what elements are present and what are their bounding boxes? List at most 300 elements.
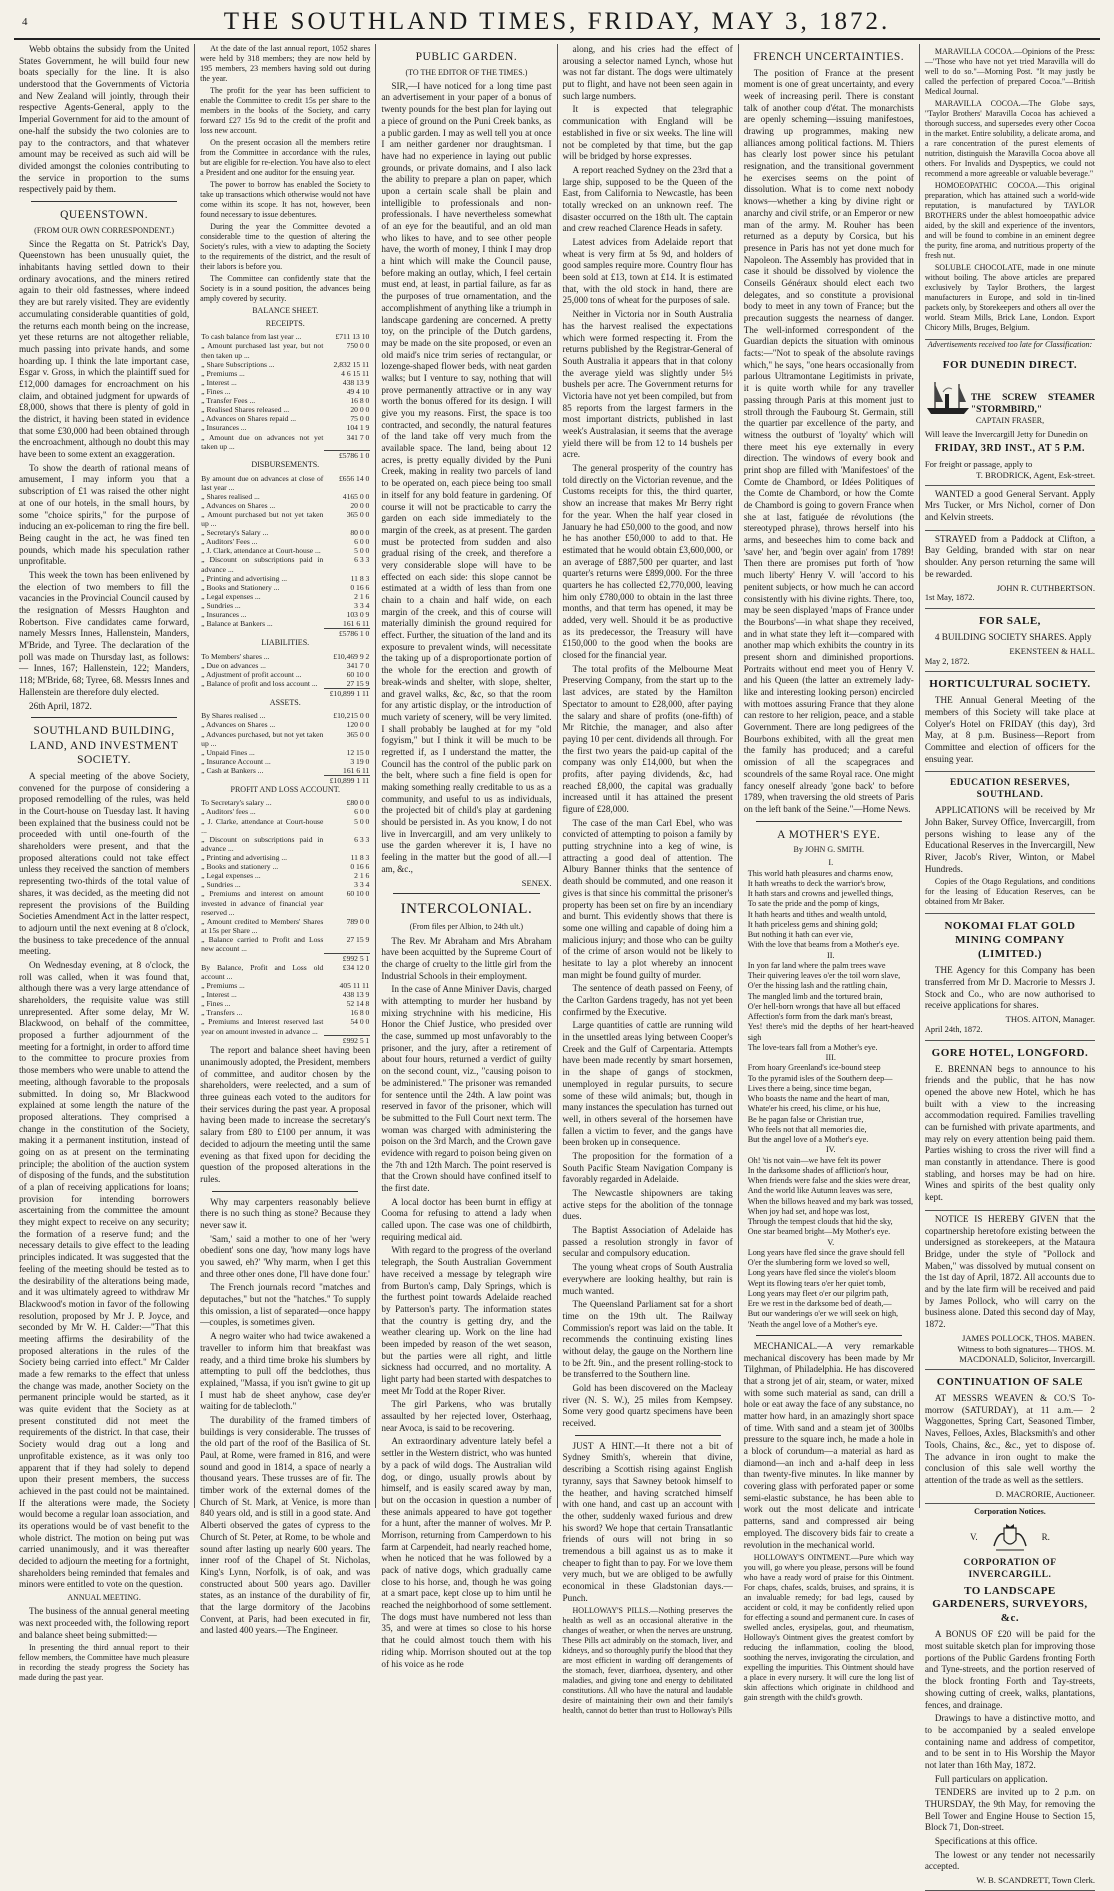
poem-line: And the world like Autumn leaves was sere, [747,1186,893,1196]
poem-line: One star beamed bright—My Mother's eye. [747,1227,891,1237]
queenstown-date: 26th April, 1872. [29,700,92,711]
row-label: „ Amount purchased last year, but not then taken up ... [201,341,324,360]
column-3 [376,44,557,1669]
table-row [200,378,370,387]
table-row [200,387,370,396]
total-amount: £992 5 1 [324,953,370,963]
row-label: „ Adjustment of profit account ... [201,669,302,679]
poem-line: In yon far land where the palm trees wave [747,960,886,970]
intercolonial-paragraph: The girl Parkens, who was brutally assaulted by her rejected lover, Osterhaag, near Avoca, is said to be recovering. [381,1399,552,1433]
receipts-table [200,332,370,460]
total-row [200,629,370,639]
total-spacer [200,451,324,461]
table-row [200,757,370,766]
education-heading: EDUCATION RESERVES, SOUTHLAND. [949,778,1070,801]
table-row [200,583,370,592]
french-uncertainties-paragraph: The position of France at the present moment is one of great uncertainty, and every week of increasing peril. There is constant talk of another coup d'état. The monarchists are openly scheming—issuing manifestoes, drawing up programmes, making new alliances among political factions. M. Thiers has clearly lost power since his petulant resignation, and the transitional government he exercises seems on the point of dissolution. What is to come next nobody knows—whether a king by divine right or anarchy and civil strife, or an Emperor or new man of the army. M. Rouher has been returned as a deputy by Corsica, but his presence in Paris has not yet done much for Napoleon. The Assembly has provided that in case it should be dissolved by violence the Conseils Généraux should elect each two delegates, and so constitute a provisional body to meet in any town of France; but the precaution suggests the nearness of danger. The well-informed correspondent of the Guardian depicts the situation with ominous facts:—"Not to speak of the absolute ravings which," he says, "one hears occasionally from parlous Ultramontane Legitimists in private, it is quite worth while for any traveller passing through Paris at this moment just to stroll through the Faubourg St. Germain, still the quartier par excellence of the party, and witness the outburst of 'loyalty' which will there meet his eye externally in every direction. The windows of every book and print shop are filled with 'Manifestoes' of the Comte de Chambord, or Idées Politiques of the Comte de Chambord, or how the Comte de Chambord is going to govern France when she at last, fatiguée de révolutions (the stereotyped phrase), throws herself into his arms, and beseeches him to come back and 'save' her, and 'begin over again' from 1789! Then there are promises put forth of 'how much liberty' Henry V. will 'accord to his penitent subjects, or how much he can accord consistently with his divine rights. There, too, may be seen displayed 'maps of France under the Bourbons'—in what shape they received, and in what state they left it—compared with another map which exhibits the country in its present shorn and diminished proportions. Portraits without end meet you of Henry V. and his Queen (the latter an extremely lady-like and interesting looking person) encircled with mottoes assuring France that they alone can restore to her religion, peace, and a stable Government. There are long pedigrees of the Bourbons exhibited, with all the great men the family has produced; and a careful omission of all the scapegraces and scoundrels of the same Royal race. One might fancy oneself already 'gone back' to before 1789, when traversing the old streets of Paris on the left bank of the Seine."—Home News. [743,67,914,814]
row-amount: 20 0 0 [350,405,370,415]
poem-line: It hath hearts and tithes and wealth untold, [747,909,887,919]
table-row [200,889,370,916]
letter-signature: SENEX. [521,877,552,888]
late-ads-heading: Advertisements received too late for Classification: [927,340,1093,349]
row-amount: 60 10 0 [346,889,370,899]
table-row [200,670,370,679]
nokomai-heading: NOKOMAI FLAT GOLD MINING COMPANY (LIMITED.) [944,920,1076,961]
row-amount: 438 13 9 [342,377,370,387]
total-amount: £5786 1 0 [324,451,370,461]
row-label: „ Premiums ... [201,368,245,378]
total-spacer [200,953,324,963]
corporation-heading: CORPORATION OF INVERCARGILL. [963,1557,1057,1580]
report-paragraph: The profit for the year has been sufficient to enable the Committee to credit 15s per share to the members in the books of the Society, and carry forward £27 15s 9d to the credit of the profit and loss new account. [200,86,371,135]
queenstown-subheading: (FROM OUR OWN CORRESPONDENT.) [34,225,175,235]
assets-heading: ASSETS. [269,698,301,708]
intercolonial-paragraph: The total profits of the Melbourne Meat Preserving Company, from the start up to the last advices, are stated by the Hamilton Spectator to amount to £28,000, after paying the salary and share of profits (one-fifth) of Mr Ritchie, the manager, and also after paying 10 per cent. dividends all through. For the first two years the paid-up capital of the company was only £14,000, but when the profits, after paying dividends, &c, had reached £8,000, the capital was gradually increased until it has attained the present figure of £28,000. [562,663,733,814]
intercolonial-paragraph: The case of the man Carl Ebel, who was convicted of attempting to poison a family by putting strychnine into a keg of wine, is attracting a good deal of attention. The Albury Banner thinks that the sentence of death should be commuted, and one reason it gives is that since his committal the prisoner's property has been set on fire by an incendiary and burnt. This evidently shows that there is some one willing and capable of doing him a malicious injury; and those who can be guilty of the crime of arson would not be likely to hesitate to lay a plot whereby an innocent man might be found guilty of murder. [562,817,733,980]
row-label: „ Auditors' Fees ... [201,537,258,547]
table-row [200,748,370,757]
row-label: To Members' shares ... [201,651,270,661]
table-row [200,414,370,423]
table-row [200,474,370,492]
row-label: „ Interest ... [201,990,237,1000]
stanza-number: I. [828,858,834,868]
poem-line: The mangled limb and the tortured brain, [747,991,883,1001]
total-row [200,776,370,786]
table-row [200,492,370,501]
divider [31,201,177,202]
row-label: „ Discount on subscriptions paid in advance ... [201,555,324,574]
poem-line: It hath stars and crowns and jewelled things, [747,889,894,899]
row-amount: 5 0 0 [354,546,370,556]
table-row [200,546,370,555]
table-row [200,880,370,889]
intercolonial-paragraph: It is expected that telegraphic communication with England will be established in five or six weeks. The line will not be completed by that time, but the gap will be bridged by horse expresses. [562,104,733,162]
notice-text: NOTICE IS HEREBY GIVEN that the copartnership heretofore existing between the undersigned as storekeepers, at the Mataura Bridge, under the style of "Pollock and Maben," was dissolved by mutual consent on the 1st day of April, 1872. All accounts due to and by the late firm will be received and paid by James Pollock, who will carry on the business alone. Dated this second day of May, 1872. [924,1213,1096,1330]
row-amount: 2 1 6 [354,871,370,881]
disbursements-heading: DISBURSEMENTS. [251,460,320,470]
nokomai-signature: THOS. AITON, Manager. [1005,1014,1096,1025]
poem-line: When joy had set, and hope was lost, [747,1206,870,1216]
row-amount: 16 8 0 [350,1008,370,1018]
intercolonial-paragraph: The sentence of death passed on Feeny, of the Carlton Gardens tragedy, has not yet been confirmed by the Executive. [562,983,733,1017]
poem-line: It hath wreaths to deck the warrior's brow, [747,878,886,888]
row-label: „ Balance at Bankers ... [201,619,273,629]
steamer-name: THE SCREW STEAMER "STORMBIRD," [970,393,1096,416]
row-label: „ Sundries ... [201,601,241,611]
continuation-sale-heading: CONTINUATION OF SALE [936,1376,1084,1389]
intercolonial-paragraph: In the case of Anne Miniver Davis, charged with attempting to murder her husband by mixing strychnine with his medicine, His Honor the Chief Justice, who presided over the case, summed up most unfavorably to the prisoner, and the jury, after a retirement of about four hours, returned a verdict of guilty on the second count, viz., "causing poison to be administered." The prisoner was remanded for sentence until the 24th. A law point was reserved in favor of the prisoner, which will be submitted to the Full Court next term. The woman was charged with administering the poison on the 3rd March, and the Crown gave evidence with regard to poison being given on the 7th and 12th March. The point reserved is that the Crown should have confined itself to the first date. [381,984,552,1194]
dunedin-signature: T. BRODRICK, Agent, Esk-street. [976,469,1096,480]
row-amount: 6 0 0 [354,537,370,547]
row-amount: £10,215 0 0 [333,711,370,721]
row-amount: 104 1 9 [346,423,370,433]
row-amount: 0 16 6 [350,582,370,592]
row-amount: 4165 0 0 [342,491,370,501]
strayed-text: STRAYED from a Paddock at Clifton, a Bay Gelding, branded with star on near shoulder. Any person returning the same will be rewarded. [924,533,1096,579]
row-amount: £80 0 0 [346,798,370,808]
masthead [14,6,1100,40]
divider [393,893,539,894]
row-amount: 789 0 0 [346,916,370,926]
poem-author: By JOHN G. SMITH. [793,845,864,855]
nokomai-text: THE Agency for this Company has been transferred from Mr D. Macrorie to Messrs J. Stock and Co., who are now authorised to receive applications for shares. [924,965,1096,1011]
row-label: „ Amount credited to Members' Shares at 15s per Share ... [201,916,324,935]
row-label: „ Insurances ... [201,423,247,433]
stanza-number: II. [827,950,835,960]
total-row [200,689,370,699]
row-label: „ Books and stationery ... [201,862,279,872]
table-row [200,619,370,629]
poem-line: To sate the pride and the pomp of kings, [747,899,880,909]
row-amount: 27 15 9 [346,678,370,688]
row-amount: 49 4 10 [346,386,370,396]
misc-paragraph: A negro waiter who had twice awakened a traveller to inform him that breakfast was ready, and a third time broke his slumbers by attempting to pull off the bedclothes, thus explained, "Massa, if you isn't gwine to git up I must hab de sheet anyhow, case dey'er waiting for de tablecloth." [200,1331,371,1412]
table-row [200,730,370,748]
row-label: By Balance, Profit and Loss old account ... [201,962,324,981]
intercolonial-paragraph: The Newcastle shipowners are taking active steps for the abolition of the tonnage dues. [562,1188,733,1222]
horticultural-text: THE Annual General Meeting of the members of this Society will take place at Colyer's Hotel on FRIDAY (this day), 3rd May, at 8 p.m. Business—Report from Committee and election of officers for the ensuing year. [924,695,1096,764]
table-row [200,601,370,610]
intercolonial-paragraph: An extraordinary adventure lately befel a settler in the Western district, who was hunted by a pack of wild dogs. The Australian wild dog, or dingo, usually prowls about by himself, and is easily scared away by man, but on the occasion in question a number of these animals appeared to have got together for a hunt, after the manner of wolves. Mr P. Morrison, returning from Camperdown to his farm at Carpendeit, had nearly reached home, when he noticed that he was followed by a pack of native dogs, which gradually came close to his horse, and, though he was going at a smart pace, kept close up to him until he reached the neighborhood of some settlement. The dogs must have numbered not less than 35, and were at times so close to his horse that he could almost touch them with his riding whip. Morrison shouted out at the top of his voice as he rode [381,1436,552,1669]
row-label: „ Books and Stationery ... [201,582,280,592]
poem-line: It hath priceless gems and shining gold; [747,919,878,929]
cocoa-ads [925,44,1095,340]
queenstown-paragraph: This week the town has been enlivened by the election of two members to fill the vacancies in the Provincial Council caused by the resignation of Messrs Haughton and Robertson. Five candidates came forward, namely Messrs Innes, Hallenstein, Manders, M'Bride, and Tyree. The declaration of the poll was made on Thursday last, as follows:— Innes, 167; Hallenstein, 122; Manders, 118; M'Bride, 68; Tyree, 68. Messrs Innes and Hallenstein are therefore duly elected. [19,569,190,697]
table-row [200,574,370,583]
intercolonial-subheading: (From files per Albion, to 24th ult.) [409,922,524,932]
cocoa-ad: SOLUBLE CHOCOLATE, made in one minute without boiling. The above articles are prepared exclusively by Taylor Brothers, the largest manufacturers in Europe, and sold in tin-lined packets only, by Storekeepers and others all over the world. Steam Mills, Brick Lane, London. Export Chicory Mills, Bruges, Belgium. [924,263,1096,332]
poem-line: Who feels not that all memories die, [747,1124,867,1134]
cocoa-ad: MARAVILLA COCOA.—The Globe says, "Taylor Brothers' Maravilla Cocoa has achieved a thorough success, and supersedes every other Cocoa in the market. Entire solubility, a delicate aroma, and a rare concentration of the purest elements of nutrition, distinguish the Maravilla Cocoa above all others. For Invalids and Dyspeptics, we could not recommend a more agreeable or valuable beverage." [924,99,1096,178]
for-sale-date: May 2, 1872. [924,656,970,666]
table-row [200,981,370,990]
total-amount: £10,899 1 11 [324,689,370,699]
poem-line: Be he pagan false or Christian true, [747,1114,864,1124]
table-row [200,817,370,835]
nokomai-date: April 24th, 1872. [924,1024,983,1034]
row-amount: 6 0 0 [354,807,370,817]
divider [756,821,902,822]
row-label: „ J. Clark, attendance at Court-house ... [201,546,321,556]
poem-line: Affection's form from the dark man's breast, [747,1012,893,1022]
poem-line: The love-tears fall from a Mother's eye. [747,1042,878,1052]
just-a-hint-paragraph: JUST A HINT.—It there not a bit of Sydney Smith's, wherein that divine, describing a Scottish rising against English tyranny, says that Sawney betook himself to the heather, and having scratched himself with one hand, and cast up an account with the other, suddenly waxed furious and drew his sword? We hope that certain Transatlantic friends of ours will not bring in so tremendous a bill against us as to make it cheaper to fight than to pay. For we love them very much, but we are obliged to be awfully economical in these Gladstonian days.—Punch. [562,1440,733,1603]
gore-hotel-text: E. BRENNAN begs to announce to his friends and the public, that he has now opened the above new Hotel, which he has built with a view to the increasing accommodation required. Families travelling can be furnished with private apartments, and may rely on every attention being paid them. Parties wishing to cross the river will find a man constantly in attendance. There is good stabling, and horses may be had on hire. Wines and spirits of the best quality only kept. [924,1063,1096,1203]
poem-line: O'er the slumbering form we loved so well, [747,1258,890,1268]
horticultural-heading: HORTICULTURAL SOCIETY. [929,678,1091,691]
divider [575,1435,721,1436]
for-sale-heading: FOR SALE, [978,615,1041,628]
row-label: „ J. Clarke, attendance at Court-house ... [201,816,324,835]
corporation-subheading: TO LANDSCAPE GARDENERS, SURVEYORS, &c. [932,1584,1088,1625]
misc-paragraph: 'Sam,' said a mother to one of her 'wery obedient' sons one day, 'how many logs have you sawed, eh?' 'Why marm, when I get this and three other ones done, I'll have done four.' [200,1233,371,1279]
for-sale-ad [925,609,1095,672]
report-paragraph: During the year the Committee devoted a considerable time to the question of altering the Society's rules, with a view to adapting the Society to the requirements of the district, and the result of their labors is before you. [200,222,371,271]
divider [31,717,177,718]
poem-line: Ere we rest in the darksome bed of death,— [747,1299,892,1309]
queenstown-paragraph: Since the Regatta on St. Patrick's Day, Queenstown has been unusually quiet, the inhabitants having settled down to their ordinary avocations, and the miners retired again to their old fastnesses, where indeed they are but rarely visited. They are evidently accumulating considerable quantities of gold, the returns each month being on the increase, yet these returns are not altogether reliable, much passing into private hands, and some hoarding up. I think the late important case, Esgar v. Gross, in which the plaintiff sued for £12,000 damages for encroachment on his claim, and obtained judgment for upwards of £8,000, shows that there is plenty of gold in the district, it having been stated in evidence that some £30,000 had been obtained through the encroachment, although no doubt this may have been to some extent an exaggeration. [19,238,190,460]
row-amount: £656 14 0 [338,473,370,483]
report-paragraph: On the present occasion all the members retire from the Committee in accordance with the rules, but are eligible for re-election. You have also to elect a President and one auditor for the ensuing year. [200,138,371,177]
crest-letter-r: R. [1041,1531,1050,1542]
dunedin-heading: FOR DUNEDIN DIRECT. [942,359,1078,372]
report-paragraph: The Committee can confidently state that the Society is in a sound position, the advances being amply covered by security. [200,274,371,303]
table-row [200,528,370,537]
table-row [200,360,370,369]
french-uncertainties-heading: FRENCH UNCERTAINTIES. [753,51,905,63]
closing-paragraph: The report and balance sheet having been unanimously adopted, the President, members of committee, and auditor chosen by the shareholders, were reelected, and a sum of three guineas each voted to the auditors for their services during the past year. A proposal having been made to increase the secretary's salary from £80 to £100 per annum, it was decided to adjourn the meeting until the same evening as that fixed upon for deciding the question of the proposed alterations in the rules. [200,1045,371,1184]
row-amount: 3 3 4 [354,601,370,611]
misc-paragraph: The durability of the framed timbers of buildings is very considerable. The trusses of the old part of the roof of the Basilica of St. Paul, at Rome, were framed in 816, and were sound and good in 1814, a space of nearly a thousand years. These trusses are of fir. The timber work of the external domes of the Church of St. Mark, at Venice, is more than 840 years old, and is still in a good state. And Alberti observed the gates of cypress to the Church of St. Peter, at Rome, to be whole and sound after lasting up nearly 600 years. The inner roof of the Chapel of St. Nicholas, King's Lynn, Norfolk, is of oak, and was constructed about 500 years ago. Daviller states, as an instance of the durability of fir, that the large dormitory of the Jacobins Convent, at Paris, had been executed in fir, and lasted 400 years.—The Engineer. [200,1414,371,1636]
columns [14,44,1100,1886]
intercolonial-paragraph: The Queensland Parliament sat for a short time on the 19th ult. The Railway Commission's report was laid on the table. It recommends the continuing existing lines without delay, the gauge on the Northern line to be 2ft. 9in., and the present rolling-stock to be transferred to the Southern line. [562,1299,733,1380]
table-row [200,807,370,816]
corporation-paragraph: TENDERS are invited up to 2 p.m. on THURSDAY, the 9th May, for removing the Bell Tower and Engine House to Section 15, Block 71, Don-street. [924,1787,1096,1833]
row-amount: 75 0 0 [350,414,370,424]
row-amount: 6 3 3 [354,834,370,844]
poem-line: Long years may fleet o'er our pilgrim path, [747,1288,889,1298]
poem-line: From hoary Greenland's ice-bound steep [747,1063,881,1073]
intercolonial-paragraph: The Rev. Mr Abraham and Mrs Abraham have been acquitted by the Supreme Court of the charge of cruelty to the little girl from the Industrial Schools in their employment. [381,935,552,981]
table-row [200,711,370,720]
corporation-paragraph: A BONUS OF £20 will be paid for the most suitable sketch plan for improving those portions of the Public Gardens fronting Forth and Tyne-streets, and the portion reserved of the block fronting Forth and Tay-streets, showing cutting of creek, walks, plantations, fences, and drainage. [924,1629,1096,1710]
poem-line: O'er hell-born wrongs that have all but effaced [747,1001,901,1011]
page-number: 4 [22,16,28,28]
intercolonial-paragraph: Latest advices from Adelaide report that wheat is very firm at 5s 9d, and holders of good samples require more. Country flour has been sold at £13, town at £14. It is estimated that, with the old stock in hand, there are 25,000 tons of wheat for the purposes of sale. [562,237,733,306]
corporation-paragraph: The lowest or any tender not necessarily accepted. [924,1849,1096,1872]
row-amount: 0 16 6 [350,862,370,872]
poem-line: In the darksome shades of affliction's hour, [747,1165,889,1175]
row-amount: 60 10 0 [346,669,370,679]
building-society-paragraph: A special meeting of the above Society, convened for the purpose of considering a proposed remodelling of the rules, was held in the Court-house on Tuesday last. It having been explained that the business could not be proceeded with until one-fourth of the shareholders were present, and that the proposed alterations could not take effect unless they received the sanction of members representing two-thirds of the total value of shares, it was decided, as the meeting did not represent the provisions of the Building Societies Amendment Act in the latter respect, to adjourn until the next evening at 8 o'clock, the business to take precedence of the annual meeting. [19,770,190,957]
row-label: „ Printing and advertising ... [201,853,288,863]
table-row [200,963,370,981]
row-amount: 11 8 3 [350,573,370,583]
poem-line: Oh! 'tis not vain—we have felt its power [747,1155,881,1165]
queenstown-paragraph: To show the dearth of rational means of amusement, I may inform you that a subscription of £1 was raised the other night at one of our hotels, in the small hours, by some "choice spirits," for the purpose of inducing an ex-policeman to ring the fire bell. Being caught in the act, he was fined ten pounds, which made his speculation rather unprofitable. [19,462,190,567]
stanza-number: IV. [825,1145,836,1155]
row-label: „ Unpaid Fines ... [201,747,255,757]
column-1 [14,44,195,1683]
corporation-paragraph: Drawings to have a distinctive motto, and to be accompanied by a sealed envelope containing name and address of competitor, and to be sent in to His Worship the Mayor not later than 16th May, 1872. [924,1713,1096,1770]
poem-line: Their quivering leaves o'er the toil worn slave, [747,971,901,981]
table-row [200,1008,370,1017]
row-label: „ Transfer Fees ... [201,396,256,406]
table-row [200,835,370,853]
row-label: „ Share Subscriptions ... [201,359,275,369]
row-amount: 20 0 0 [350,500,370,510]
dunedin-apply: For freight or passage, apply to [924,458,1033,469]
row-label: „ Balance of profit and loss account ... [201,678,318,688]
table-row [200,396,370,405]
holloway-pills-ad: HOLLOWAY'S PILLS.—Nothing preserves the health as well as an occasional alterative in the changes of weather, or when the nerves are unstrung. These Pills act admirably on the stomach, liver, and kidneys, and so thoroughly purify the blood that they are most efficient in warding off derangements of the stomach, fever, diarrhoea, dysentery, and other maladies, and giving tone and energy to debilitated constitutions. All who have the natural and laudable desire of maintaining their own and their family's health, cannot do better than trust to Holloway's Pills [562,1606,733,1716]
table-row [200,592,370,601]
ship-illustration [925,376,1095,416]
notice-ad [925,1211,1095,1370]
row-amount: 2,832 15 11 [333,359,370,369]
strayed-ad [925,531,1095,609]
row-amount: 2 1 6 [354,591,370,601]
row-label: „ Shares realised ... [201,491,260,501]
balance-sheet-heading: BALANCE SHEET. [252,306,319,315]
corporation-paragraph: Specifications at this office. [934,1836,1038,1847]
corporation-notices [925,1504,1095,1891]
table-row [200,341,370,359]
continuation-sale-text: AT MESSRS WEAVEN & CO.'S To-morrow (SATURDAY), at 11 a.m.— 2 Waggonettes, Spring Cart, Seasoned Timber, Naves, Felloes, Axles, Blacksmith's and other Tools, Chains, &c., &c., yet to dispose of. The advance in iron ought to make the conclusion of this sale well worthy the attention of the trade as well as the settlers. [924,1393,1096,1485]
liabilities-table [200,652,370,699]
intercolonial-paragraph: Large quantities of cattle are running wild in the unsettled areas lying between Cooper's Creek and the Gulf of Carpentaria. Attempts have been made recently by smart horsemen, in the shape of gangs of stockmen, unemployed in regular pursuits, to secure some of these wild animals; but, though in many instances the speculation has turned out well, in others several of the horsemen have fallen a victim to fever, and the gangs have been broken up in consequence. [562,1020,733,1148]
masthead-title: THE SOUTHLAND TIMES, FRIDAY, MAY 3, 1872. [223,8,891,35]
public-garden-heading: PUBLIC GARDEN. [415,51,518,63]
mechanical-paragraph: MECHANICAL.—A very remarkable mechanical discovery has been made by Mr Tilghman, of Philadelphia. He has discovered that a strong jet of air, steam, or water, mixed with some such material as sand, can drill a hole or eat away the face of any substance, no matter how hard, in an amazingly short space of time. With sand and a steam jet of 300lbs pressure to the square inch, he made a hole in a block of corundum—a material as hard as diamond—an inch and a-half deep in less than twenty-five minutes. In like manner by covering glass with perforated paper or some semi-elastic substance, he has been able to work out the most delicate and intricate patterns, sand and compressed air being employed. The discovery bids fair to create a revolution in the mechanical world. [743,1340,914,1550]
total-spacer [200,1036,324,1046]
row-amount: 341 7 0 [346,660,370,670]
receipts-heading: RECEIPTS. [265,319,305,329]
row-label: „ Cash at Bankers ... [201,765,264,775]
intercolonial-paragraph: The Baptist Association of Adelaide has passed a resolution strongly in favor of secular and compulsory education. [562,1225,733,1259]
total-spacer [200,689,324,699]
poem-line: Long years have fled since the violet's bloom [747,1268,896,1278]
row-amount: 3 3 4 [354,880,370,890]
table-row [200,720,370,729]
row-label: „ Realised Shares released ... [201,405,290,415]
crest-letter-v: V. [970,1531,978,1542]
row-label: „ Amount due on advances not yet taken up ... [201,432,324,451]
public-garden-subheading: (TO THE EDITOR OF THE TIMES.) [405,67,528,77]
poem-line: With the love that beams from a Mother's eye. [747,940,900,950]
row-amount: 5 0 0 [354,816,370,826]
wanted-ad [925,486,1095,531]
row-amount: 750 0 0 [346,341,370,351]
stanza-number: III. [825,1053,836,1063]
total-amount: £992 5 1 [324,1036,370,1046]
cocoa-ad: HOMOEOPATHIC COCOA.—This original preparation, which has attained such a world-wide reputation, is manufactured by TAYLOR BROTHERS under the ablest homoeopathic advice aided, by the skill and experience of the inventors, and will be found to combine in an eminent degree the purity, fine aroma, and nutritious property of the fresh nut. [924,181,1096,260]
divider [212,1191,358,1192]
intercolonial-paragraph: The proposition for the formation of a South Pacific Steam Navigation Company is favorably regarded in Adelaide. [562,1150,733,1185]
row-label: „ Discount on subscriptions paid in advance ... [201,834,324,853]
row-label: „ Premiums and Interest reserved last year on amount invested in advance ... [201,1017,324,1036]
row-label: „ Auditors' fees ... [201,807,256,817]
table-row [200,766,370,776]
continuation-sale-signature: D. MACRORIE, Auctioneer. [995,1488,1096,1499]
horticultural-ad [925,672,1095,772]
table-row [200,871,370,880]
row-amount: 3 19 0 [350,756,370,766]
table-row [200,917,370,935]
poem-line: Whate'er his creed, his clime, or his hue, [747,1104,881,1114]
table-row [200,999,370,1008]
intercolonial-paragraph: along, and his cries had the effect of arousing a selector named Lynch, whose hut was not far distant. The dogs were ultimately put to flight, and have not been seen again in such large numbers. [562,44,733,101]
intercolonial-paragraph: Gold has been discovered on the Macleay river (N. S. W.), 25 miles from Kempsey. Some very good quartz specimens have been received. [562,1383,733,1429]
intercolonial-paragraph: With regard to the progress of the overland telegraph, the South Australian Government have received a message by telegraph wire from Burton's camp, Daly Springs, which is the furthest point towards Adelaide reached by Patterson's party. The information states that the country is getting dry, and the weather clearing up. Work on the line had been impeded by reason of the wet season, but the parties were all right, and little sickness had occurred, and no mortality. A light party had been started with despatches to meet Mr Todd at the Roper River. [381,1245,552,1396]
column-4 [558,44,739,1716]
row-amount: 120 0 0 [346,720,370,730]
report-paragraph: The power to borrow has enabled the Society to take up transactions which otherwise would not have come within its scope. It has not, however, been found necessary to issue debentures. [200,180,371,219]
row-amount: £711 13 10 [335,332,370,342]
annual-meeting-paragraph: The business of the annual general meeting was next proceeded with, the following report and balance sheet being submitted:— [19,1606,190,1640]
row-label: „ Premiums ... [201,981,245,991]
education-ad [925,772,1095,914]
row-amount: £34 12 0 [342,962,370,972]
queenstown-heading: QUEENSTOWN. [60,208,149,221]
row-amount: 11 8 3 [350,853,370,863]
row-amount: 54 0 0 [350,1017,370,1027]
intercolonial-paragraph: Neither in Victoria nor in South Australia has the harvest realised the expectations which were formed respecting it. From the returns published by the Registrar-General of South Australia it appears that in that colony the average yield was slightly under 5½ bushels per acre. The Government returns for Victoria have not yet been compiled, but from 85 reports from the largest farmers in the most important districts, published in last week's Australasian, it seems that the average yield there will be from 12 to 14 bushels per acre. [562,309,733,460]
assets-table [200,711,370,785]
gore-hotel-heading: GORE HOTEL, LONGFORD. [931,1046,1089,1059]
row-amount: 16 8 0 [350,396,370,406]
row-label: „ Advances purchased, but not yet taken up ... [201,729,324,748]
row-label: „ Sundries ... [201,880,241,890]
poem-line: Lives there a being, since time began, [747,1083,872,1093]
poem-line: When the billows heaved and my bark was tossed, [747,1196,913,1206]
row-amount: 438 13 9 [342,990,370,1000]
table-row [200,369,370,378]
row-label: „ Insurance Account ... [201,756,271,766]
total-row [200,451,370,461]
table-row [200,537,370,546]
table-row [200,332,370,341]
profit-loss-heading: PROFIT AND LOSS ACCOUNT. [230,785,341,795]
education-text: APPLICATIONS will be received by Mr John Baker, Survey Office, Invercargill, from persons wishing to lease any of the Educational Reserves in the Invercargill, New River, Jacob's River, Winton, or Mabel Hundreds. [924,805,1096,874]
education-text: Copies of the Otago Regulations, and conditions for the leasing of Education Reserves, can be obtained from Mr Baker. [924,877,1096,907]
row-label: „ Insurances ... [201,610,247,620]
annual-report-paragraph: In presenting the third annual report to their fellow members, the Committee have much pleasure in recording the steady progress the Society has made during the past year. [19,1643,190,1683]
row-amount: £10,469 9 2 [333,651,370,661]
table-row [200,935,370,953]
total-amount: £10,899 1 11 [324,776,370,786]
building-society-paragraph: On Wednesday evening, at 8 o'clock, the roll was called, when it was found that, although there was a very large attendance of shareholders, the requisite value was still unrepresented. After some delay, Mr W. Blackwood, on behalf of the committee, proposed a further adjournment of the meeting for a fortnight, in order to afford time to the committee to procure proxies from those members who were unable to attend the meeting, although favorable to the proposals submitted. In doing so, Mr Blackwood explained at some length the nature of the proposed alterations. They comprised a change in the constitution of the Society, making it a permanent institution, instead of going on as at present on the terminating principle; the abolition of the auction system of disposing of the funds, and the substitution of a plan of receiving applications for loans; provision for intending borrowers ascertaining from the committee the amount they might expect to receive on any security; the formation of a reserve fund; and the necessary details to give effect to the leading principles indicated. It was suggested that the feeling of the meeting should be tested as to the desirability of the alterations being made, and it was ultimately agreed to withdraw Mr Blackwood's motion in favor of the following resolution, proposed by Mr J. P. Joyce, and seconded by Mr W. H. Calder:—"That this meeting affirms the desirability of the proposed alterations in the rules of the Society being carried into effect." Mr Calder made a few remarks to the effect that unless the change was made, another Society on the permanent principle would be started, as it was quite evident that the Society as at present constituted did not meet the requirements of the district. In that case, their Society would drag out a long and unprofitable existence, as it was only too apparent that if they had solely to depend upon their present members, the success achieved in the past could not be maintained. If the alterations were made, the Society would become a regular loan association, and its operations would be of vast benefit to the whole district. The motion on being put was carried unanimously, and it was thereafter decided to adjourn the meeting for a fortnight, shareholders being reminded that females and minors were entitled to vote on the question. [19,959,190,1590]
poem-line: But our wanderings o'er we will seek on high, [747,1309,899,1319]
poem-line: Long years have fled since the grave should fell [747,1247,905,1257]
row-amount: 6 3 3 [354,555,370,565]
row-amount: 80 0 0 [350,528,370,538]
dunedin-ad [925,353,1095,486]
total-spacer [200,629,324,639]
row-label: „ Advances on Shares repaid ... [201,414,297,424]
poem-line: Yes! there's mid the depths of her heart-heaved sigh [747,1022,914,1042]
row-label: To cash balance from last year ... [201,332,302,342]
notice-witness: Witness to both signatures— THOS. M. MACDONALD, Solicitor, Invercargill. [957,1343,1096,1365]
table-row [200,661,370,670]
total-spacer [200,776,324,786]
column-5 [739,44,920,1703]
royal-crest [925,1521,1095,1555]
coat-of-arms-icon [990,1522,1030,1554]
report-paragraph: At the date of the last annual report, 1052 shares were held by 318 members; they are now held by 195 members, 23 members having sold out during the year. [200,44,371,83]
row-amount: 365 0 0 [346,509,370,519]
row-amount: 161 6 11 [343,619,370,629]
column-6 [920,44,1100,1886]
intercolonial-paragraph: A report reached Sydney on the 23rd that a large ship, supposed to be the Queen of the East, from California to Newcastle, has been totally wrecked on an unknown reef. The disaster occurred on the 18th ult. The captain and crew reached Clarence Heads in safety. [562,164,733,234]
total-row [200,1036,370,1046]
row-amount: 103 0 9 [346,610,370,620]
poem-line: Who boasts the name and the heart of man, [747,1094,890,1104]
poem-line: But the angel love of a Mother's eye. [747,1135,869,1145]
table-row [200,853,370,862]
row-label: „ Interest ... [201,377,237,387]
poem-line: When friends were false and the skies were drear, [747,1176,911,1186]
annual-meeting-heading: ANNUAL MEETING. [67,1593,141,1603]
captain-line: CAPTAIN FRASER, [975,416,1045,426]
table-row [200,990,370,999]
row-label: „ Amount purchased but not yet taken up ... [201,509,324,529]
table-row [200,510,370,528]
divider [756,1335,902,1336]
row-label: „ Legal expenses ... [201,591,261,601]
intercolonial-paragraph: A local doctor has been burnt in effigy at Cooma for refusing to attend a lady when called upon. The case was one of childbirth, requiring medical aid. [381,1196,552,1242]
